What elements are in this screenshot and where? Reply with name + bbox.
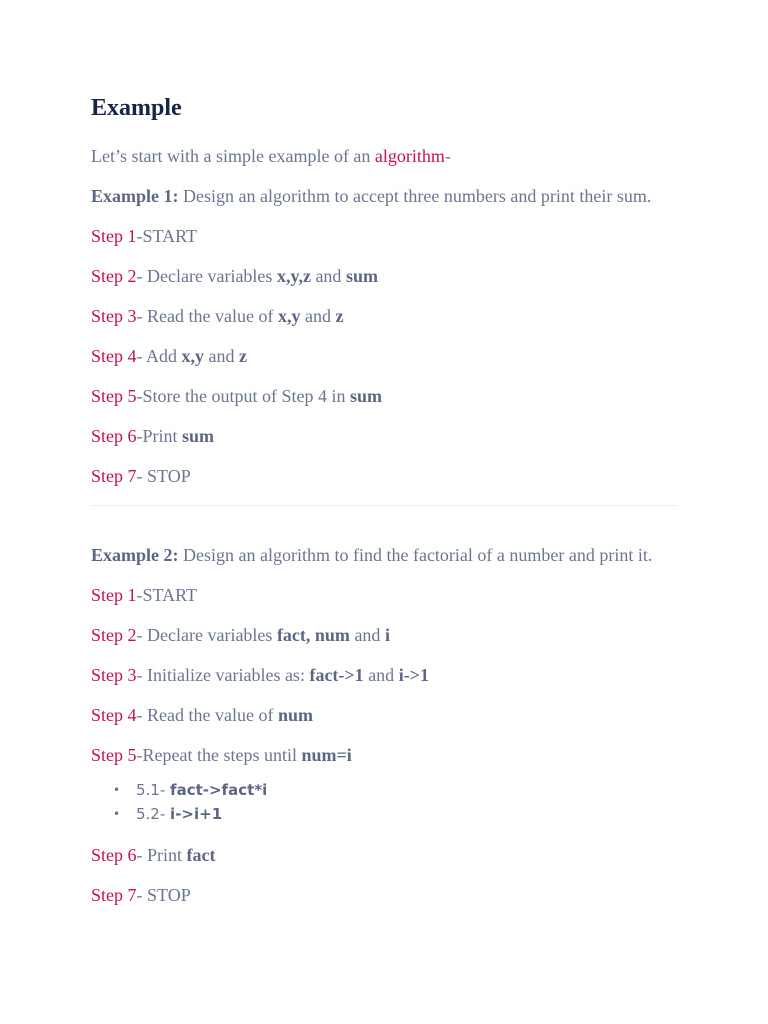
step-text: - Declare variables [136, 625, 277, 645]
step-variable: x,y [277, 306, 301, 326]
step-line [91, 345, 691, 367]
step-text: and [310, 266, 346, 286]
step-line [91, 305, 691, 327]
step-label: Step 2 [91, 625, 137, 645]
step-variable: fact [186, 845, 216, 865]
intro-suffix: - [444, 146, 451, 166]
step-variable: x,y,z [276, 266, 311, 286]
step-text: -START [136, 585, 197, 605]
step-label: Step 3 [91, 665, 137, 685]
step-variable: num=i [301, 745, 352, 765]
step-variable: fact, num [276, 625, 350, 645]
substep-prefix: 5.2- [136, 805, 171, 823]
example1-steps [91, 225, 691, 487]
step-label: Step 6 [91, 426, 137, 446]
step-variable: i->1 [398, 665, 429, 685]
step-line [91, 385, 691, 407]
example2-description [91, 544, 691, 566]
step-text: and [204, 346, 240, 366]
step-text: - Initialize variables as: [136, 665, 310, 685]
step-line [91, 425, 691, 447]
bullet-icon: • [113, 807, 121, 821]
step-text: - STOP [136, 885, 191, 905]
step-text: - Declare variables [136, 266, 277, 286]
step-line [91, 704, 691, 726]
step-line [91, 744, 691, 766]
example2-text: Design an algorithm to find the factorial of a number and print it. [178, 545, 653, 565]
step-label: Step 4 [91, 346, 137, 366]
step-label: Step 5 [91, 745, 137, 765]
step-label: Step 5 [91, 386, 137, 406]
step-text: -Store the output of Step 4 in [136, 386, 350, 406]
example2-label: Example 2: [91, 545, 179, 565]
intro-text: Let’s start with a simple example of an [91, 146, 375, 166]
step-text: - STOP [136, 466, 191, 486]
step-line [91, 225, 691, 247]
step-label: Step 6 [91, 845, 137, 865]
step-variable: sum [350, 386, 383, 406]
step-label: Step 3 [91, 306, 137, 326]
step-line [91, 624, 691, 646]
substep-code: fact->fact*i [170, 781, 268, 799]
step-variable: num [277, 705, 313, 725]
substep-code: i->i+1 [170, 805, 223, 823]
step-line [91, 465, 691, 487]
step-line [91, 884, 691, 906]
page-title: Example [91, 95, 182, 121]
step-label: Step 1 [91, 226, 137, 246]
example1-text: Design an algorithm to accept three numbers and print their sum. [178, 186, 652, 206]
step-variable: z [335, 306, 344, 326]
step-line [91, 265, 691, 287]
step-label: Step 7 [91, 466, 137, 486]
step-text: and [349, 625, 385, 645]
substep-item [113, 778, 691, 802]
step-variable: sum [182, 426, 215, 446]
step-text: - Read the value of [136, 306, 278, 326]
substep-prefix: 5.1- [136, 781, 171, 799]
step-text: -Print [136, 426, 183, 446]
step-text: - Add [136, 346, 182, 366]
bullet-icon: • [113, 783, 121, 797]
algorithm-link[interactable]: algorithm [374, 146, 445, 166]
step-variable: sum [345, 266, 378, 286]
substep-item [113, 802, 691, 826]
step-label: Step 2 [91, 266, 137, 286]
step-line [91, 584, 691, 606]
substep-list [91, 778, 691, 826]
step-line [91, 664, 691, 686]
step-label: Step 7 [91, 885, 137, 905]
section-divider [91, 505, 677, 506]
step-variable: fact->1 [309, 665, 364, 685]
example1-label: Example 1: [91, 186, 179, 206]
example2-steps-after [91, 844, 691, 906]
step-text: -Repeat the steps until [136, 745, 302, 765]
example2-steps-before [91, 584, 691, 766]
step-variable: z [239, 346, 248, 366]
step-text: - Read the value of [136, 705, 278, 725]
step-text: and [300, 306, 336, 326]
intro-paragraph [91, 145, 691, 167]
example1-description [91, 185, 691, 207]
step-line [91, 844, 691, 866]
step-variable: x,y [181, 346, 205, 366]
step-text: and [363, 665, 399, 685]
step-variable: i [384, 625, 390, 645]
step-text: -START [136, 226, 197, 246]
article-content [91, 90, 691, 924]
step-label: Step 4 [91, 705, 137, 725]
step-label: Step 1 [91, 585, 137, 605]
step-text: - Print [136, 845, 187, 865]
